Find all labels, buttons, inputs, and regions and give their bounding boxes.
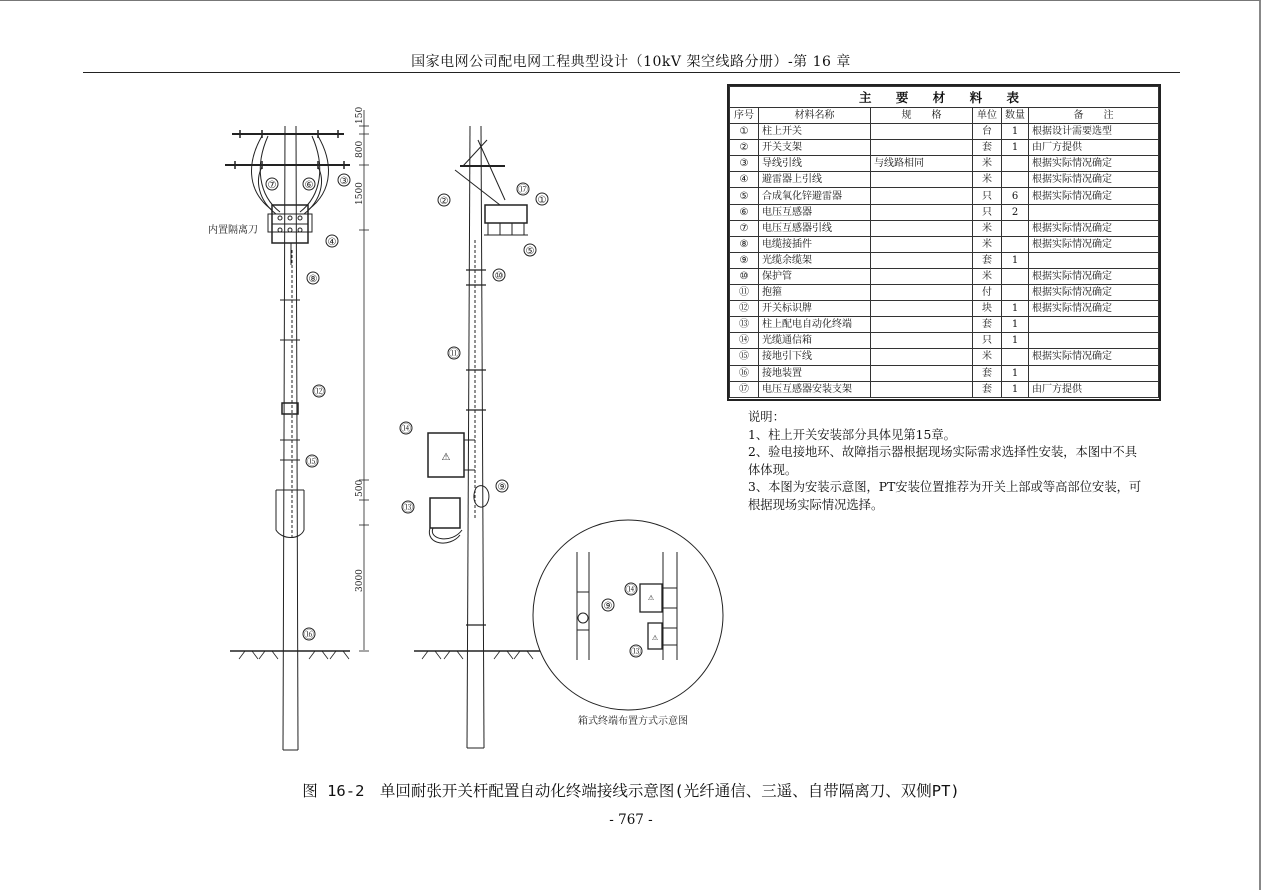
table-cell-spec: [871, 349, 973, 365]
col-header-qty: 数量: [1002, 108, 1029, 124]
dim-800: 800: [355, 140, 365, 158]
table-cell-name: 接地引下线: [759, 349, 871, 365]
table-row: [730, 381, 1159, 397]
notes: [748, 409, 1143, 514]
col-header-no: 序号: [730, 108, 759, 124]
dim-1500: 1500: [355, 182, 365, 205]
table-row: [730, 236, 1159, 252]
callout-8: ⑧: [308, 274, 318, 285]
table-cell-unit: 套: [973, 252, 1002, 268]
table-row: [730, 124, 1159, 140]
table-cell-name: 开关支架: [759, 140, 871, 156]
callout-6: ⑥: [304, 180, 314, 191]
detail-caption: 箱式终端布置方式示意图: [578, 716, 688, 727]
table-cell-note: 根据实际情况确定: [1029, 172, 1159, 188]
table-cell-qty: 2: [1002, 204, 1029, 220]
table-cell-qty: 1: [1002, 301, 1029, 317]
table-cell-unit: 米: [973, 236, 1002, 252]
table-cell-note: 根据实际情况确定: [1029, 220, 1159, 236]
table-cell-spec: [871, 333, 973, 349]
callout-13: ⑬: [403, 503, 413, 514]
callout-1: ①: [537, 195, 547, 206]
detail-callout-13: ⑬: [631, 647, 641, 658]
table-cell-spec: [871, 140, 973, 156]
detail-circle: [533, 520, 723, 710]
svg-text:⚠: ⚠: [651, 634, 659, 642]
figure-caption: 图 16-2 单回耐张开关杆配置自动化终端接线示意图(光纤通信、三遥、自带隔离刀、双侧PT): [302, 782, 960, 800]
table-cell-unit: 付: [973, 285, 1002, 301]
table-cell-qty: 1: [1002, 381, 1029, 397]
table-cell-name: 电压互感器引线: [759, 220, 871, 236]
table-cell-spec: [871, 365, 973, 381]
table-header-row: [730, 108, 1159, 124]
table-cell-qty: [1002, 236, 1029, 252]
callout-5: ⑤: [525, 246, 535, 257]
table-cell-qty: 6: [1002, 188, 1029, 204]
table-cell-note: 根据实际情况确定: [1029, 156, 1159, 172]
table-cell-note: [1029, 365, 1159, 381]
table-cell-no: ⑭: [730, 333, 759, 349]
pole-installation-drawing: [190, 95, 730, 760]
table-cell-note: 根据实际情况确定: [1029, 349, 1159, 365]
table-cell-qty: 1: [1002, 317, 1029, 333]
table-cell-note: 由厂方提供: [1029, 140, 1159, 156]
callout-16: ⑯: [304, 630, 314, 641]
table-row: [730, 301, 1159, 317]
table-cell-spec: [871, 172, 973, 188]
table-row: [730, 140, 1159, 156]
detail-callout-14: ⑭: [626, 585, 636, 596]
table-cell-note: 根据实际情况确定: [1029, 285, 1159, 301]
svg-text:⚠: ⚠: [441, 452, 451, 463]
table-cell-no: ⑧: [730, 236, 759, 252]
table-cell-no: ①: [730, 124, 759, 140]
table-row: [730, 220, 1159, 236]
table-cell-spec: [871, 236, 973, 252]
page-number: - 767 -: [609, 812, 653, 828]
table-cell-qty: 1: [1002, 140, 1029, 156]
table-cell-name: 光缆余缆架: [759, 252, 871, 268]
dim-150: 150: [355, 106, 365, 124]
table-cell-qty: [1002, 156, 1029, 172]
table-cell-name: 接地装置: [759, 365, 871, 381]
table-cell-note: [1029, 204, 1159, 220]
table-cell-no: ⑫: [730, 301, 759, 317]
table-cell-unit: 块: [973, 301, 1002, 317]
table-cell-qty: 1: [1002, 333, 1029, 349]
table-cell-spec: [871, 301, 973, 317]
table-row: [730, 172, 1159, 188]
table-cell-no: ⑬: [730, 317, 759, 333]
table-cell-no: ⑩: [730, 268, 759, 284]
table-cell-qty: [1002, 268, 1029, 284]
table-row: [730, 333, 1159, 349]
table-cell-qty: [1002, 285, 1029, 301]
dim-500: 500: [355, 479, 365, 497]
callout-3: ③: [339, 176, 349, 187]
side-view: [414, 126, 540, 748]
table-cell-spec: [871, 204, 973, 220]
table-cell-name: 光缆通信箱: [759, 333, 871, 349]
table-cell-qty: 1: [1002, 124, 1029, 140]
table-row: [730, 285, 1159, 301]
note-item-2: 2、验电接地环、故障指示器根据现场实际需求选择性安装，本图中不具体体现。: [748, 445, 1138, 477]
table-cell-spec: [871, 124, 973, 140]
table-row: [730, 156, 1159, 172]
table-cell-no: ③: [730, 156, 759, 172]
table-cell-name: 导线引线: [759, 156, 871, 172]
materials-table: [727, 84, 1161, 401]
table-cell-no: ⑪: [730, 285, 759, 301]
table-cell-unit: 台: [973, 124, 1002, 140]
table-cell-no: ⑮: [730, 349, 759, 365]
callout-10: ⑩: [494, 271, 504, 282]
col-header-name: 材料名称: [759, 108, 871, 124]
callouts: [266, 174, 642, 658]
col-header-unit: 单位: [973, 108, 1002, 124]
table-row: [730, 365, 1159, 381]
table-cell-name: 保护管: [759, 268, 871, 284]
table-cell-name: 电压互感器: [759, 204, 871, 220]
table-cell-name: 避雷器上引线: [759, 172, 871, 188]
table-cell-unit: 套: [973, 140, 1002, 156]
table-cell-no: ⑯: [730, 365, 759, 381]
page-header-title: 国家电网公司配电网工程典型设计（10kV 架空线路分册）-第 16 章: [411, 54, 851, 70]
table-row: [730, 268, 1159, 284]
table-cell-note: [1029, 333, 1159, 349]
callout-7: ⑦: [267, 180, 277, 191]
table-cell-note: [1029, 317, 1159, 333]
table-cell-note: 由厂方提供: [1029, 381, 1159, 397]
callout-15: ⑮: [307, 457, 317, 468]
table-cell-unit: 只: [973, 204, 1002, 220]
table-cell-unit: 套: [973, 317, 1002, 333]
table-cell-unit: 米: [973, 268, 1002, 284]
table-cell-spec: 与线路相同: [871, 156, 973, 172]
table-cell-unit: 米: [973, 172, 1002, 188]
table-cell-no: ⑦: [730, 220, 759, 236]
table-cell-spec: [871, 268, 973, 284]
table-cell-spec: [871, 252, 973, 268]
notes-heading: 说明：: [748, 410, 785, 424]
callout-4: ④: [327, 237, 337, 248]
table-cell-qty: [1002, 220, 1029, 236]
table-cell-spec: [871, 188, 973, 204]
table-cell-note: [1029, 252, 1159, 268]
table-cell-unit: 米: [973, 156, 1002, 172]
table-cell-name: 抱箍: [759, 285, 871, 301]
table-cell-spec: [871, 381, 973, 397]
table-cell-no: ⑨: [730, 252, 759, 268]
detail-callout-9: ⑨: [603, 601, 613, 612]
table-cell-qty: 1: [1002, 365, 1029, 381]
header-rule: [83, 72, 1180, 73]
table-cell-name: 开关标识牌: [759, 301, 871, 317]
table-cell-name: 柱上配电自动化终端: [759, 317, 871, 333]
table-cell-name: 电压互感器安装支架: [759, 381, 871, 397]
table-cell-no: ⑤: [730, 188, 759, 204]
col-header-spec: 规 格: [871, 108, 973, 124]
table-cell-unit: 只: [973, 188, 1002, 204]
table-cell-unit: 米: [973, 220, 1002, 236]
callout-17: ⑰: [518, 185, 528, 196]
callout-11: ⑪: [449, 349, 459, 360]
front-view: [225, 110, 369, 750]
table-row: [730, 204, 1159, 220]
callout-12: ⑫: [314, 387, 324, 398]
table-cell-note: 根据实际情况确定: [1029, 301, 1159, 317]
table-cell-note: 根据实际情况确定: [1029, 268, 1159, 284]
table-cell-unit: 套: [973, 365, 1002, 381]
table-cell-qty: 1: [1002, 252, 1029, 268]
table-cell-spec: [871, 285, 973, 301]
table-title: 主 要 材 料 表: [730, 87, 1159, 108]
callout-9: ⑨: [497, 482, 507, 493]
table-cell-no: ⑥: [730, 204, 759, 220]
table-row: [730, 188, 1159, 204]
table-cell-spec: [871, 317, 973, 333]
table-cell-no: ⑰: [730, 381, 759, 397]
callout-14: ⑭: [401, 424, 411, 435]
table-cell-name: 合成氧化锌避雷器: [759, 188, 871, 204]
table-cell-qty: [1002, 172, 1029, 188]
callout-2: ②: [439, 196, 449, 207]
note-item-3: 3、本图为安装示意图，PT安装位置推荐为开关上部或等高部位安装，可根据现场实际情况选择。: [748, 480, 1142, 512]
label-built-in-isolator: 内置隔离刀: [208, 225, 258, 236]
svg-text:⚠: ⚠: [647, 594, 655, 602]
table-cell-no: ④: [730, 172, 759, 188]
table-cell-note: 根据实际情况确定: [1029, 236, 1159, 252]
table-cell-spec: [871, 220, 973, 236]
table-cell-name: 电缆接插件: [759, 236, 871, 252]
dim-3000: 3000: [355, 569, 365, 592]
table-cell-note: 根据设计需要选型: [1029, 124, 1159, 140]
note-item-1: 1、柱上开关安装部分具体见第15章。: [748, 427, 956, 442]
table-row: [730, 317, 1159, 333]
table-row: [730, 252, 1159, 268]
col-header-note: 备 注: [1029, 108, 1159, 124]
table-cell-unit: 米: [973, 349, 1002, 365]
table-row: [730, 349, 1159, 365]
table-cell-unit: 只: [973, 333, 1002, 349]
table-cell-no: ②: [730, 140, 759, 156]
table-cell-qty: [1002, 349, 1029, 365]
table-cell-unit: 套: [973, 381, 1002, 397]
table-cell-note: 根据实际情况确定: [1029, 188, 1159, 204]
table-cell-name: 柱上开关: [759, 124, 871, 140]
